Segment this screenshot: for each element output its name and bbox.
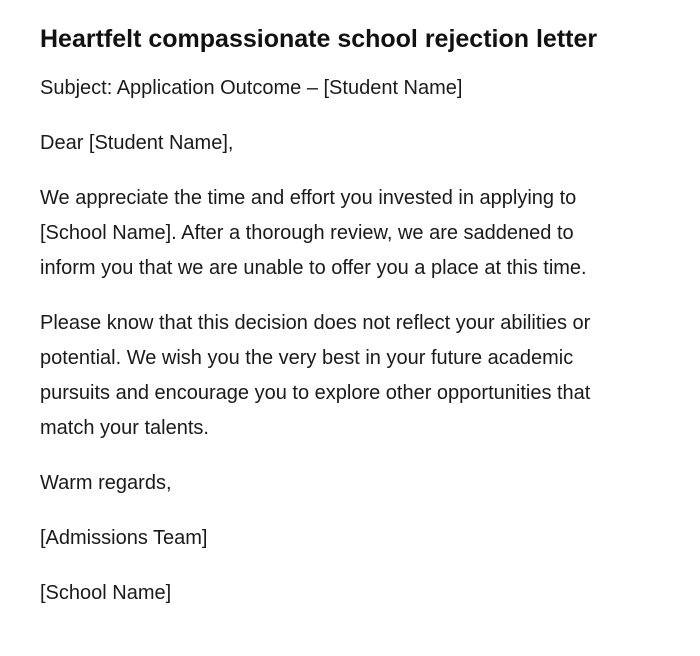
body-paragraph-1: We appreciate the time and effort you invested in applying to [School Name]. After a thorough review, we are saddened to inform you that we are unable to offer you a place at this time.: [40, 187, 587, 279]
closing-line: Warm regards,: [40, 472, 172, 494]
letter-body: [40, 23, 625, 611]
salutation: Dear [Student Name],: [40, 132, 234, 154]
signature-school-name: [School Name]: [40, 582, 172, 604]
signature-admissions-team: [Admissions Team]: [40, 527, 208, 549]
letter-title: Heartfelt compassionate school rejection letter: [40, 25, 598, 53]
subject-line: Subject: Application Outcome – [Student Name]: [40, 77, 463, 99]
body-paragraph-2: Please know that this decision does not reflect your abilities or potential. We wish you the very best in your future academic pursuits and encourage you to explore other opportunities that match your talents.: [40, 312, 591, 439]
